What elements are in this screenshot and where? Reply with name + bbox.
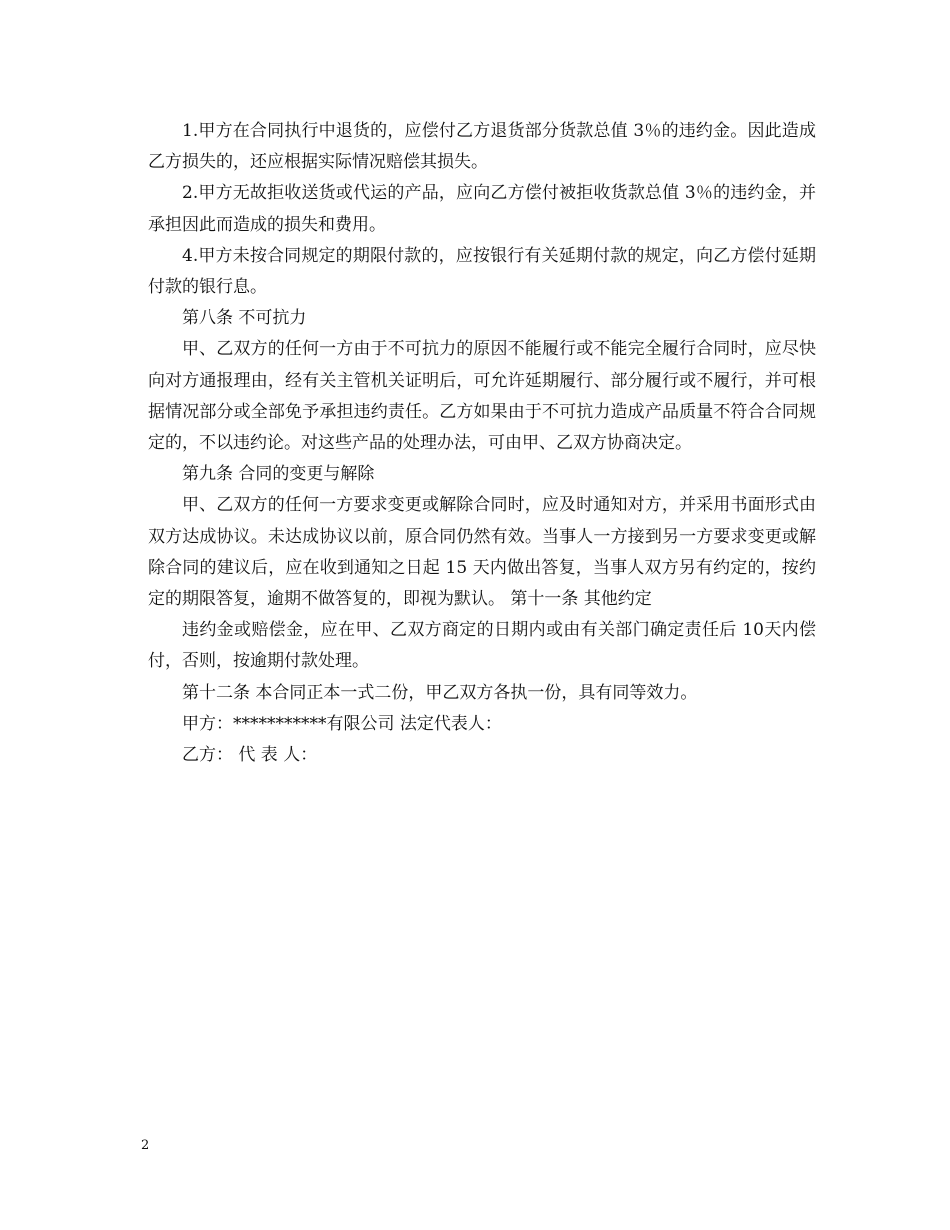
article-9-heading: 第九条 合同的变更与解除 (182, 464, 375, 485)
clause-late-payment: 4.甲方未按合同规定的期限付款的，应按银行有关延期付款的规定，向乙方偿付延期付款的银行息。 (148, 245, 816, 298)
party-b-signature-line: 乙方： 代 表 人： (182, 745, 318, 766)
page-number: 2 (141, 1138, 150, 1153)
article-8-text: 甲、乙双方的任何一方由于不可抗力的原因不能履行或不能完全履行合同时，应尽快向对方通报理由，经有关主管机关证明后，可允许延期履行、部分履行或不履行，并可根据情况部分或全部免予承担违约责任。乙方如果由于不可抗力造成产品质量不符合合同规定的，不以违约论。对这些产品的处理办法，可由甲、乙双方协商决定。 (148, 339, 816, 454)
clause-refusal-penalty: 2.甲方无故拒收送货或代运的产品，应向乙方偿付被拒收货款总值 3％的违约金，并承担因此而造成的损失和费用。 (148, 183, 816, 235)
party-a-signature-line: 甲方：***********有限公司 法定代表人： (182, 713, 502, 734)
contract-body (148, 116, 816, 771)
article-12-text: 第十二条 本合同正本一式二份，甲乙双方各执一份，具有同等效力。 (182, 682, 698, 703)
penalty-payment-text: 违约金或赔偿金，应在甲、乙双方商定的日期内或由有关部门确定责任后 10天内偿付，否则，按逾期付款处理。 (148, 620, 816, 672)
clause-return-penalty: 1.甲方在合同执行中退货的，应偿付乙方退货部分货款总值 3％的违约金。因此造成乙方损失的，还应根据实际情况赔偿其损失。 (148, 121, 816, 173)
article-9-text: 甲、乙双方的任何一方要求变更或解除合同时，应及时通知对方，并采用书面形式由双方达成协议。未达成协议以前，原合同仍然有效。当事人一方接到另一方要求变更或解除合同的建议后，应在收到通知之日起 15 天内做出答复，当事人双方另有约定的，按约定的期限答复，逾期不做答复的，即视为默认。 第十一条 其他约定 (148, 495, 816, 610)
article-8-heading: 第八条 不可抗力 (182, 308, 307, 329)
